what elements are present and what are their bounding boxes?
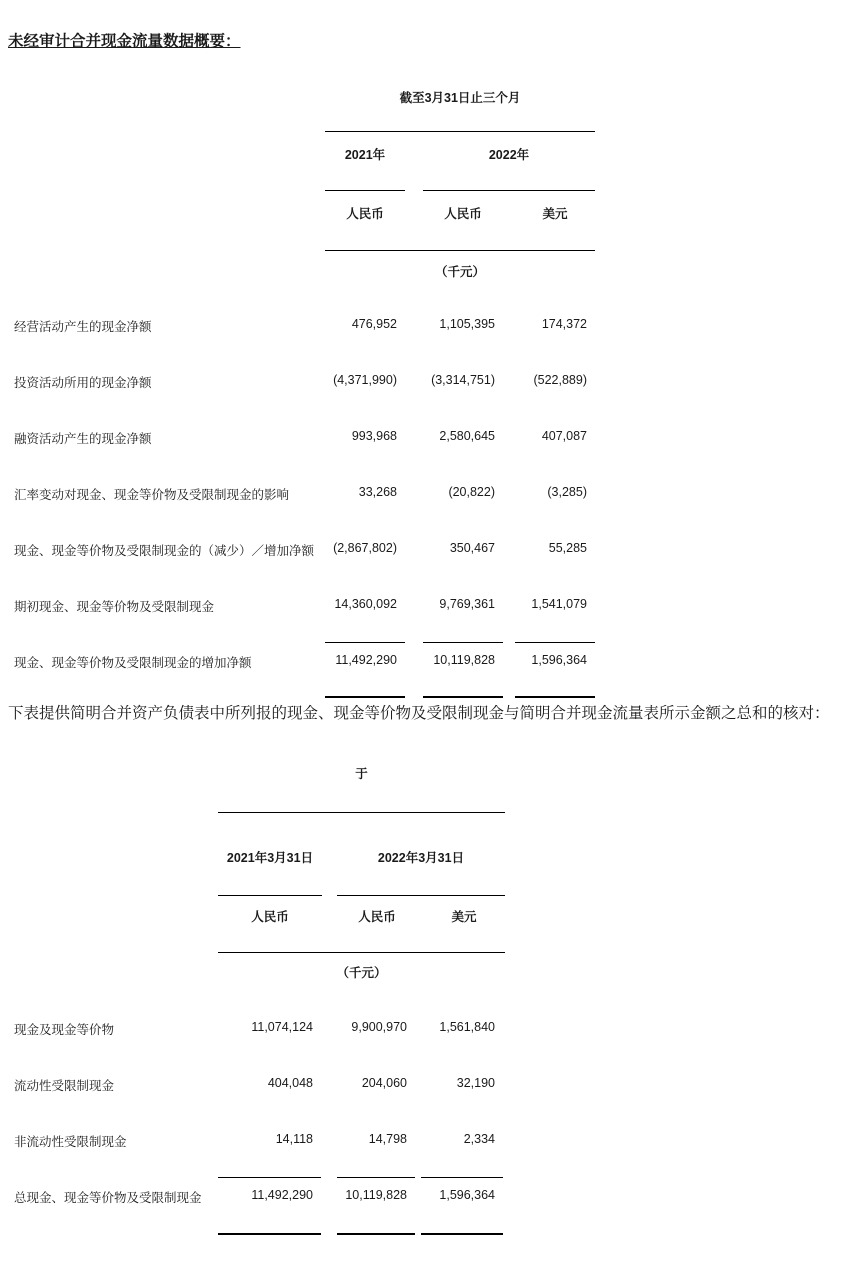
cell-value: 350,467 — [449, 541, 495, 555]
table-row — [0, 1132, 863, 1148]
cell-value: 1,541,079 — [531, 597, 587, 611]
table-row — [0, 373, 863, 389]
row-label: 非流动性受限制现金 — [14, 1135, 127, 1149]
cell-value: 993,968 — [351, 429, 397, 443]
table-row — [0, 429, 863, 445]
row-label: 汇率变动对现金、现金等价物及受限制现金的影响 — [14, 488, 290, 502]
table1-total-bottomline — [423, 696, 503, 698]
table1-header-rule — [325, 250, 595, 251]
table1-year1-underline — [325, 190, 405, 191]
table1-year-2021: 2021年 — [344, 148, 386, 162]
table2-unit-label: （千元） — [336, 966, 387, 980]
table-row — [0, 1076, 863, 1092]
cell-value: (3,285) — [547, 485, 587, 499]
table1-year-2022: 2022年 — [488, 148, 530, 162]
cell-value: 11,492,290 — [335, 653, 397, 667]
table1-currency-rmb-2022: 人民币 — [444, 207, 482, 221]
table2-currency-rmb-2021: 人民币 — [251, 910, 289, 924]
cell-value: 9,900,970 — [351, 1020, 407, 1034]
table2-date1-underline — [218, 895, 322, 896]
table2-total-bottomline — [421, 1233, 503, 1235]
table1-total-topline — [515, 642, 595, 643]
cell-value: 1,561,840 — [439, 1020, 495, 1034]
table-row — [0, 485, 863, 501]
cell-value: 14,360,092 — [334, 597, 397, 611]
table1-caption-rule — [325, 131, 595, 132]
table1-total-bottomline — [325, 696, 405, 698]
table-row — [0, 317, 863, 333]
table2-date2-underline — [337, 895, 505, 896]
cell-value: 1,596,364 — [439, 1188, 495, 1202]
row-label: 现金、现金等价物及受限制现金的（减少）／增加净额 — [14, 544, 315, 558]
table-row — [0, 541, 863, 557]
cell-value: 2,334 — [463, 1132, 495, 1146]
cell-value: (20,822) — [448, 485, 495, 499]
cell-value: 204,060 — [361, 1076, 407, 1090]
table2-currency-rmb-2022: 人民币 — [358, 910, 396, 924]
table-row — [0, 597, 863, 613]
cell-value: 2,580,645 — [439, 429, 495, 443]
table2-header-rule — [218, 952, 505, 953]
table1-total-topline — [423, 642, 503, 643]
row-label: 流动性受限制现金 — [14, 1079, 115, 1093]
row-label: 现金及现金等价物 — [14, 1023, 115, 1037]
table1-currency-usd-2022: 美元 — [542, 207, 568, 221]
row-label: 总现金、现金等价物及受限制现金 — [14, 1191, 202, 1205]
table1-caption: 截至3月31日止三个月 — [399, 91, 521, 105]
table2-total-topline — [421, 1177, 503, 1178]
table2-caption-rule — [218, 812, 505, 813]
cell-value: 407,087 — [541, 429, 587, 443]
table2-total-bottomline — [337, 1233, 415, 1235]
cell-value: 404,048 — [267, 1076, 313, 1090]
table-total-row — [0, 1188, 863, 1204]
table1-unit-label: （千元） — [434, 265, 485, 279]
cell-value: 9,769,361 — [439, 597, 495, 611]
table1-total-topline — [325, 642, 405, 643]
table-row — [0, 1020, 863, 1036]
row-label: 投资活动所用的现金净额 — [14, 376, 152, 390]
table-total-row — [0, 653, 863, 669]
cell-value: 11,492,290 — [251, 1188, 313, 1202]
cell-value: 33,268 — [358, 485, 397, 499]
cell-value: 11,074,124 — [251, 1020, 313, 1034]
cell-value: 10,119,828 — [345, 1188, 407, 1202]
cell-value: 1,596,364 — [531, 653, 587, 667]
cell-value: (3,314,751) — [431, 373, 495, 387]
cell-value: (4,371,990) — [333, 373, 397, 387]
cell-value: (522,889) — [533, 373, 587, 387]
table2-total-bottomline — [218, 1233, 321, 1235]
page-title: 未经审计合并现金流量数据概要： — [8, 33, 241, 50]
cell-value: (2,867,802) — [333, 541, 397, 555]
row-label: 融资活动产生的现金净额 — [14, 432, 152, 446]
reconciliation-paragraph: 下表提供简明合并资产负债表中所列报的现金、现金等价物及受限制现金与简明合并现金流量表所示金额之总和的核对： — [8, 705, 830, 722]
cell-value: 476,952 — [351, 317, 397, 331]
table2-total-topline — [218, 1177, 321, 1178]
cell-value: 174,372 — [541, 317, 587, 331]
cell-value: 55,285 — [548, 541, 587, 555]
cell-value: 10,119,828 — [433, 653, 495, 667]
table2-date-2021: 2021年3月31日 — [226, 851, 314, 865]
table2-total-topline — [337, 1177, 415, 1178]
cell-value: 32,190 — [456, 1076, 495, 1090]
table1-year2-underline — [423, 190, 595, 191]
row-label: 现金、现金等价物及受限制现金的增加净额 — [14, 656, 252, 670]
row-label: 经营活动产生的现金净额 — [14, 320, 152, 334]
cell-value: 14,798 — [368, 1132, 407, 1146]
table2-date-2022: 2022年3月31日 — [377, 851, 465, 865]
row-label: 期初现金、现金等价物及受限制现金 — [14, 600, 215, 614]
table2-caption: 于 — [355, 767, 368, 781]
table1-total-bottomline — [515, 696, 595, 698]
table2-currency-usd-2022: 美元 — [451, 910, 477, 924]
cell-value: 1,105,395 — [439, 317, 495, 331]
cell-value: 14,118 — [275, 1132, 313, 1146]
table1-currency-rmb-2021: 人民币 — [346, 207, 384, 221]
